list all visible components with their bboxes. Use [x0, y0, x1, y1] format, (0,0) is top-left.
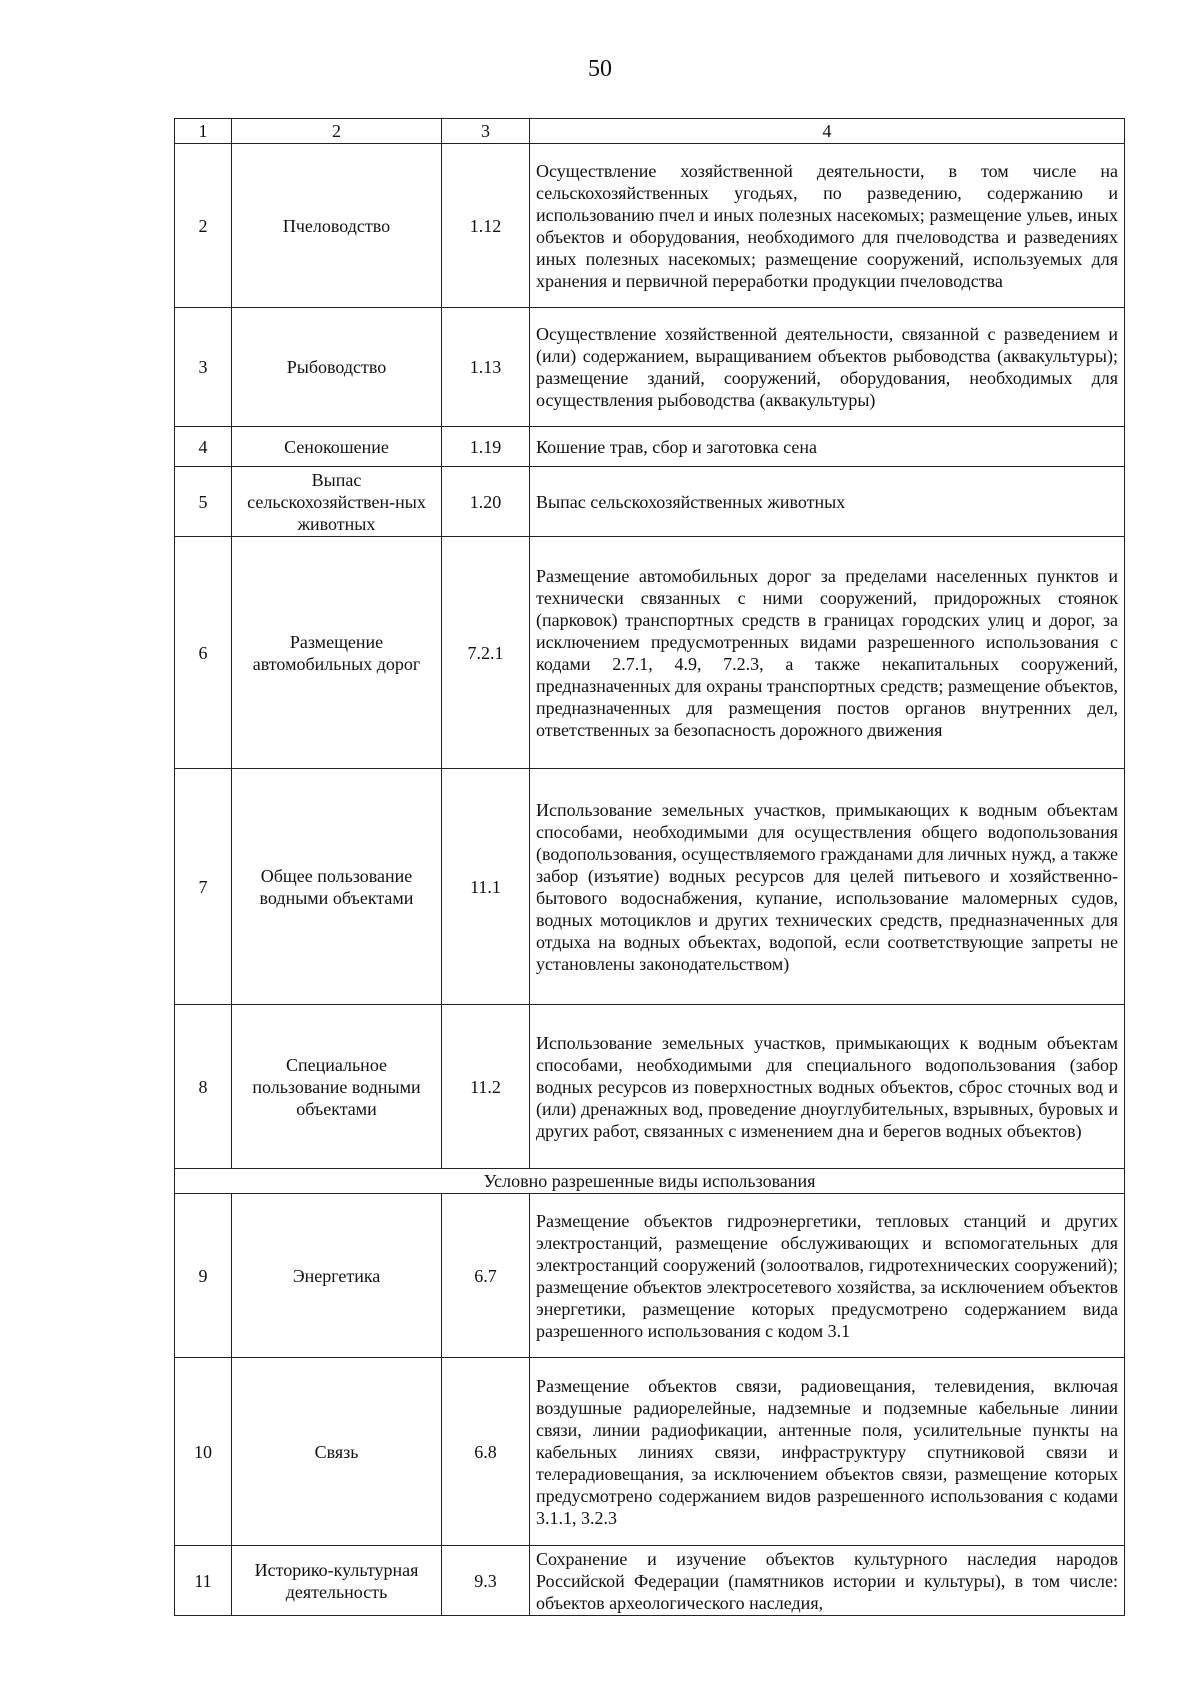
row-number: 4 — [175, 427, 232, 467]
use-type-description: Размещение автомобильных дорог за пределами населенных пунктов и технически связанных с ними сооружений, придорожных стоянок (парковок) транспортных средств в границах городских улиц и дорог, за исключением предусмотренных видами разрешенного использования с кодами 2.7.1, 4.9, 7.2.3, а также некапитальных сооружений, предназначенных для охраны транспортных средств; размещение объектов, предназначенных для размещения постов органов внутренних дел, ответственных за безопасность дорожного движения — [530, 537, 1125, 769]
use-type-code: 6.7 — [442, 1194, 530, 1358]
table-row — [175, 427, 1125, 467]
column-header: 1 — [175, 119, 232, 144]
row-number: 7 — [175, 769, 232, 1005]
use-type-name: Размещение автомобильных дорог — [232, 537, 442, 769]
use-type-code: 7.2.1 — [442, 537, 530, 769]
use-type-description: Размещение объектов связи, радиовещания, телевидения, включая воздушные радиорелейные, надземные и подземные кабельные линии связи, линии радиофикации, антенные поля, усилительные пункты на кабельных линиях связи, инфраструктуру спутниковой связи и телерадиовещания, за исключением объектов связи, размещение которых предусмотрено содержанием видов разрешенного использования с кодами 3.1.1, 3.2.3 — [530, 1358, 1125, 1546]
use-type-code: 1.13 — [442, 308, 530, 427]
use-type-code: 9.3 — [442, 1546, 530, 1616]
use-type-name: Историко-культурная деятельность — [232, 1546, 442, 1616]
table-row — [175, 537, 1125, 769]
use-type-code: 11.2 — [442, 1005, 530, 1169]
use-type-name: Связь — [232, 1358, 442, 1546]
use-type-name: Выпас сельскохозяйствен-ных животных — [232, 467, 442, 537]
table-row — [175, 1358, 1125, 1546]
column-header: 3 — [442, 119, 530, 144]
row-number: 5 — [175, 467, 232, 537]
use-type-code: 1.12 — [442, 144, 530, 308]
use-type-description: Использование земельных участков, примыкающих к водным объектам способами, необходимыми для специального водопользования (забор водных ресурсов из поверхностных водных объектов, сброс сточных вод и (или) дренажных вод, проведение дноуглубительных, взрывных, буровых и других работ, связанных с изменением дна и берегов водных объектов) — [530, 1005, 1125, 1169]
use-type-name: Энергетика — [232, 1194, 442, 1358]
use-type-code: 1.19 — [442, 427, 530, 467]
table-row — [175, 467, 1125, 537]
row-number: 11 — [175, 1546, 232, 1616]
use-type-name: Рыбоводство — [232, 308, 442, 427]
row-number: 6 — [175, 537, 232, 769]
use-type-name: Специальное пользование водными объектами — [232, 1005, 442, 1169]
page-number: 50 — [588, 56, 612, 82]
use-type-name: Общее пользование водными объектами — [232, 769, 442, 1005]
row-number: 10 — [175, 1358, 232, 1546]
column-header: 4 — [530, 119, 1125, 144]
use-type-code: 11.1 — [442, 769, 530, 1005]
use-type-description: Кошение трав, сбор и заготовка сена — [530, 427, 1125, 467]
table-row — [175, 144, 1125, 308]
table-row — [175, 1546, 1125, 1616]
table-row — [175, 1005, 1125, 1169]
section-row — [175, 1169, 1125, 1194]
use-type-description: Размещение объектов гидроэнергетики, тепловых станций и других электростанций, размещение обслуживающих и вспомогательных для электростанций сооружений (золоотвалов, гидротехнических сооружений); размещение объектов электросетевого хозяйства, за исключением объектов энергетики, размещение которых предусмотрено содержанием вида разрешенного использования с кодом 3.1 — [530, 1194, 1125, 1358]
row-number: 2 — [175, 144, 232, 308]
use-type-name: Сенокошение — [232, 427, 442, 467]
table-row — [175, 769, 1125, 1005]
table-row — [175, 1194, 1125, 1358]
land-use-table — [174, 118, 1125, 1616]
use-type-name: Пчеловодство — [232, 144, 442, 308]
use-type-code: 1.20 — [442, 467, 530, 537]
column-header: 2 — [232, 119, 442, 144]
use-type-description: Сохранение и изучение объектов культурного наследия народов Российской Федерации (памятников истории и культуры), в том числе: объектов археологического наследия, — [530, 1546, 1125, 1616]
row-number: 8 — [175, 1005, 232, 1169]
use-type-description: Использование земельных участков, примыкающих к водным объектам способами, необходимыми для осуществления общего водопользования (водопользования, осуществляемого гражданами для личных нужд, а также забор (изъятие) водных ресурсов для целей питьевого и хозяйственно-бытового водоснабжения, купание, использование маломерных судов, водных мотоциклов и других технических средств, предназначенных для отдыха на водных объектах, водопой, если соответствующие запреты не установлены законодательством) — [530, 769, 1125, 1005]
row-number: 3 — [175, 308, 232, 427]
use-type-description: Осуществление хозяйственной деятельности, в том числе на сельскохозяйственных угодьях, по разведению, содержанию и использованию пчел и иных полезных насекомых; размещение ульев, иных объектов и оборудования, необходимого для пчеловодства и разведениях иных полезных насекомых; размещение сооружений, используемых для хранения и первичной переработки продукции пчеловодства — [530, 144, 1125, 308]
use-type-description: Выпас сельскохозяйственных животных — [530, 467, 1125, 537]
use-type-description: Осуществление хозяйственной деятельности, связанной с разведением и (или) содержанием, выращиванием объектов рыбоводства (аквакультуры); размещение зданий, сооружений, оборудования, необходимых для осуществления рыбоводства (аквакультуры) — [530, 308, 1125, 427]
section-title: Условно разрешенные виды использования — [175, 1169, 1125, 1194]
table-row — [175, 308, 1125, 427]
table-header-row — [175, 119, 1125, 144]
row-number: 9 — [175, 1194, 232, 1358]
use-type-code: 6.8 — [442, 1358, 530, 1546]
